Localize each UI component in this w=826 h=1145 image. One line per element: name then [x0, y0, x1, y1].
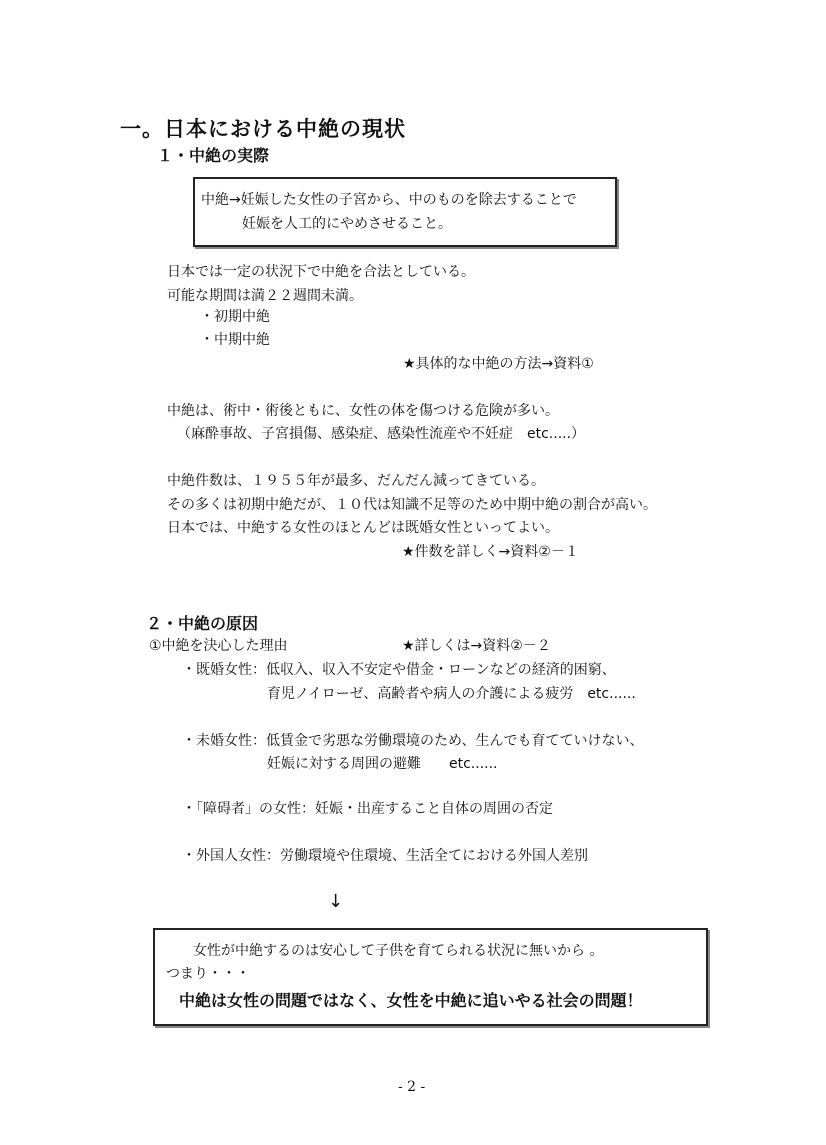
section-title: 一。日本における中絶の現状: [120, 117, 406, 141]
page-number: - 2 -: [398, 1079, 426, 1095]
conclusion-statement: 中絶は女性の問題ではなく、女性を中絶に追いやる社会の問題！: [179, 991, 643, 1010]
unmarried-women-line-2: 妊娠に対する周囲の避難 etc......: [267, 756, 498, 772]
legal-text: 日本では一定の状況下で中絶を合法としている。: [167, 264, 475, 280]
disabled-women-line: ・「障碍者」の女性：妊娠・出産すること自体の周囲の否定: [182, 801, 553, 817]
reference-method: ★具体的な中絶の方法→資料①: [403, 356, 594, 372]
definition-line-1: 中絶→妊娠した女性の子宮から、中のものを除去することで: [201, 192, 577, 208]
statistics-line-3: 日本では、中絶する女性のほとんどは既婚女性といってよい。: [167, 520, 559, 536]
risk-text: 中絶は、術中・術後ともに、女性の体を傷つける危険が多い。: [167, 403, 559, 419]
risk-examples: （麻酔事故、子宮損傷、感染症、感染性流産や不妊症 etc.....）: [177, 426, 586, 442]
unmarried-women-line-1: ・未婚女性：低賃金で劣悪な労働環境のため、生んでも育てていけない、: [182, 733, 644, 749]
bullet-mid-abortion: ・中期中絶: [200, 332, 270, 348]
conclusion-line-2: つまり・・・: [166, 966, 250, 982]
conclusion-line-1: 女性が中絶するのは安心して子供を育てられる状況に無いから 。: [193, 943, 604, 959]
bullet-early-abortion: ・初期中絶: [200, 309, 270, 325]
period-text: 可能な期間は満２２週間未満。: [167, 288, 363, 304]
married-women-line-2: 育児ノイローゼ、高齢者や病人の介護による疲労 etc......: [267, 686, 636, 702]
definition-line-2: 妊娠を人工的にやめさせること。: [242, 216, 452, 232]
reference-reasons: ★詳しくは→資料②－２: [402, 638, 551, 654]
reason-heading: ①中絶を決心した理由: [149, 638, 288, 654]
reference-count: ★件数を詳しく→資料②－１: [402, 544, 579, 560]
statistics-line-2: その多くは初期中絶だが、１０代は知識不足等のため中期中絶の割合が高い。: [167, 497, 657, 513]
definition-box: [193, 177, 617, 247]
married-women-line-1: ・既婚女性：低収入、収入不安定や借金・ローンなどの経済的困窮、: [182, 662, 616, 678]
statistics-line-1: 中絶件数は、１９５５年が最多、だんだん減ってきている。: [167, 473, 545, 489]
foreign-women-line: ・外国人女性：労働環境や住環境、生活全てにおける外国人差別: [182, 848, 588, 864]
down-arrow: ↓: [328, 891, 344, 912]
subsection-title-causes: ２・中絶の原因: [146, 614, 259, 633]
subsection-title-actual: １・中絶の実際: [157, 146, 270, 165]
